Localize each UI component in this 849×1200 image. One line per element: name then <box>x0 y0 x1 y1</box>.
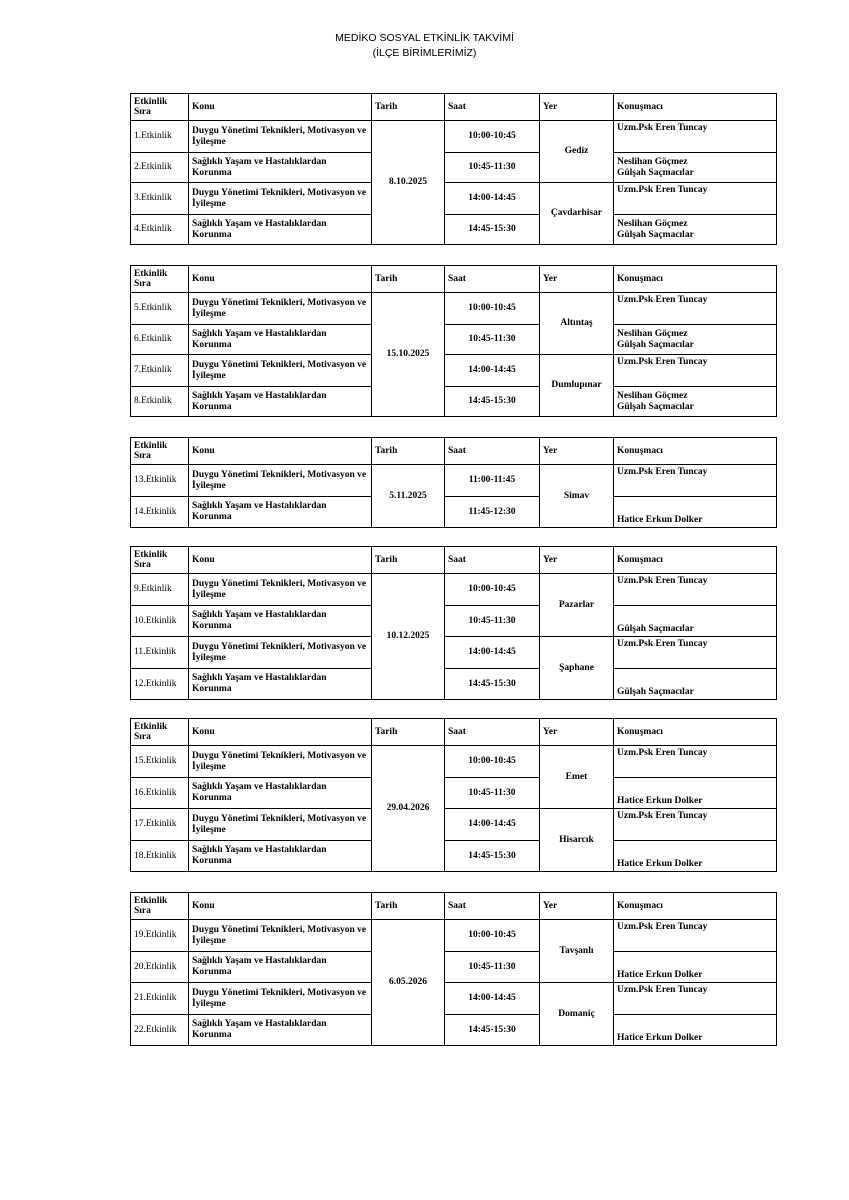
schedule-table <box>130 265 777 417</box>
speaker-name: Neslihan Göçmez <box>617 218 688 229</box>
speaker-name: Hatice Erkun Dolker <box>617 1033 703 1043</box>
event-time: 10:45-11:30 <box>445 606 540 637</box>
event-topic: Sağlıklı Yaşam ve Hastalıklardan Korunma <box>189 1015 372 1046</box>
table-header-row <box>131 94 777 121</box>
event-time: 10:45-11:30 <box>445 778 540 809</box>
event-speaker <box>614 952 777 983</box>
speaker-name: Hatice Erkun Dolker <box>617 796 703 806</box>
schedule-table <box>130 437 777 528</box>
event-topic: Duygu Yönetimi Teknikleri, Motivasyon ve İyileşme <box>189 574 372 606</box>
event-topic: Duygu Yönetimi Teknikleri, Motivasyon ve İyileşme <box>189 465 372 497</box>
event-topic: Duygu Yönetimi Teknikleri, Motivasyon ve İyileşme <box>189 809 372 841</box>
event-number: 22.Etkinlik <box>131 1015 189 1046</box>
speaker-name: Uzm.Psk Eren Tuncay <box>617 639 708 649</box>
document-subtitle: (İLÇE BİRİMLERİMİZ) <box>372 47 477 59</box>
header-yer: Yer <box>540 893 614 920</box>
speaker-name: Hatice Erkun Dolker <box>617 970 703 980</box>
event-topic: Sağlıklı Yaşam ve Hastalıklardan Korunma <box>189 841 372 872</box>
header-konusmaci: Konuşmacı <box>614 547 777 574</box>
header-konu: Konu <box>189 94 372 121</box>
event-speaker <box>614 778 777 809</box>
event-topic: Sağlıklı Yaşam ve Hastalıklardan Korunma <box>189 325 372 355</box>
header-yer: Yer <box>540 438 614 465</box>
header-konu: Konu <box>189 547 372 574</box>
event-number: 20.Etkinlik <box>131 952 189 983</box>
header-tarih: Tarih <box>372 547 445 574</box>
table-row <box>131 952 777 983</box>
schedule-table <box>130 93 777 245</box>
event-number: 14.Etkinlik <box>131 497 189 528</box>
header-saat: Saat <box>445 94 540 121</box>
schedule-table <box>130 892 777 1046</box>
speaker-name: Uzm.Psk Eren Tuncay <box>617 985 708 995</box>
schedule-table <box>130 546 777 700</box>
event-speaker <box>614 1015 777 1046</box>
event-place: Domaniç <box>540 983 614 1046</box>
event-topic: Duygu Yönetimi Teknikleri, Motivasyon ve İyileşme <box>189 637 372 669</box>
event-topic: Duygu Yönetimi Teknikleri, Motivasyon ve İyileşme <box>189 983 372 1015</box>
event-speaker <box>614 215 777 245</box>
speaker-name: Uzm.Psk Eren Tuncay <box>617 185 708 195</box>
header-saat: Saat <box>445 266 540 293</box>
speaker-name: Uzm.Psk Eren Tuncay <box>617 811 708 821</box>
event-speaker <box>614 746 777 778</box>
event-time: 11:45-12:30 <box>445 497 540 528</box>
event-time: 14:45-15:30 <box>445 841 540 872</box>
event-speaker <box>614 153 777 183</box>
table-row <box>131 153 777 183</box>
header-yer: Yer <box>540 719 614 746</box>
event-place: Çavdarhisar <box>540 183 614 245</box>
event-date: 15.10.2025 <box>372 293 445 417</box>
event-date: 6.05.2026 <box>372 920 445 1046</box>
event-time: 14:45-15:30 <box>445 387 540 417</box>
event-speaker <box>614 841 777 872</box>
table-row <box>131 637 777 669</box>
event-number: 8.Etkinlik <box>131 387 189 417</box>
header-saat: Saat <box>445 438 540 465</box>
event-number: 5.Etkinlik <box>131 293 189 325</box>
table-row <box>131 183 777 215</box>
event-speaker <box>614 121 777 153</box>
event-date: 8.10.2025 <box>372 121 445 245</box>
event-topic: Duygu Yönetimi Teknikleri, Motivasyon ve İyileşme <box>189 355 372 387</box>
header-konusmaci: Konuşmacı <box>614 94 777 121</box>
event-time: 10:00-10:45 <box>445 121 540 153</box>
header-sira: Etkinlik Sıra <box>131 94 189 121</box>
table-row <box>131 809 777 841</box>
event-place: Pazarlar <box>540 574 614 637</box>
header-konu: Konu <box>189 266 372 293</box>
event-speaker <box>614 574 777 606</box>
event-place: Şaphane <box>540 637 614 700</box>
event-speaker <box>614 465 777 497</box>
speaker-name: Uzm.Psk Eren Tuncay <box>617 123 708 133</box>
event-time: 14:00-14:45 <box>445 183 540 215</box>
event-place: Gediz <box>540 121 614 183</box>
event-time: 10:00-10:45 <box>445 920 540 952</box>
event-topic: Duygu Yönetimi Teknikleri, Motivasyon ve İyileşme <box>189 746 372 778</box>
header-yer: Yer <box>540 547 614 574</box>
document-title: MEDİKO SOSYAL ETKİNLİK TAKVİMİ <box>335 32 514 44</box>
event-speaker <box>614 809 777 841</box>
table-header-row <box>131 719 777 746</box>
event-date: 29.04.2026 <box>372 746 445 872</box>
event-speaker <box>614 183 777 215</box>
speaker-name: Hatice Erkun Dolker <box>617 515 703 525</box>
event-speaker <box>614 293 777 325</box>
speaker-name: Gülşah Saçmacılar <box>617 229 694 240</box>
header-tarih: Tarih <box>372 266 445 293</box>
event-number: 6.Etkinlik <box>131 325 189 355</box>
speaker-name: Neslihan Göçmez <box>617 156 688 167</box>
table-row <box>131 669 777 700</box>
event-time: 10:45-11:30 <box>445 952 540 983</box>
table-row <box>131 325 777 355</box>
table-row <box>131 1015 777 1046</box>
event-place: Emet <box>540 746 614 809</box>
speaker-name: Uzm.Psk Eren Tuncay <box>617 922 708 932</box>
table-row <box>131 121 777 153</box>
event-time: 14:00-14:45 <box>445 983 540 1015</box>
speaker-name: Gülşah Saçmacılar <box>617 624 694 634</box>
event-place: Tavşanlı <box>540 920 614 983</box>
table-row <box>131 465 777 497</box>
header-konusmaci: Konuşmacı <box>614 266 777 293</box>
event-topic: Duygu Yönetimi Teknikleri, Motivasyon ve İyileşme <box>189 920 372 952</box>
event-number: 4.Etkinlik <box>131 215 189 245</box>
table-row <box>131 606 777 637</box>
speaker-name: Uzm.Psk Eren Tuncay <box>617 467 708 477</box>
event-topic: Sağlıklı Yaşam ve Hastalıklardan Korunma <box>189 215 372 245</box>
event-number: 19.Etkinlik <box>131 920 189 952</box>
table-row <box>131 746 777 778</box>
event-number: 10.Etkinlik <box>131 606 189 637</box>
event-number: 1.Etkinlik <box>131 121 189 153</box>
speaker-name: Uzm.Psk Eren Tuncay <box>617 295 708 305</box>
speaker-name: Uzm.Psk Eren Tuncay <box>617 357 708 367</box>
event-speaker <box>614 387 777 417</box>
table-row <box>131 983 777 1015</box>
speaker-name: Hatice Erkun Dolker <box>617 859 703 869</box>
event-number: 11.Etkinlik <box>131 637 189 669</box>
table-row <box>131 293 777 325</box>
event-number: 13.Etkinlik <box>131 465 189 497</box>
event-speaker <box>614 497 777 528</box>
header-tarih: Tarih <box>372 94 445 121</box>
event-topic: Sağlıklı Yaşam ve Hastalıklardan Korunma <box>189 497 372 528</box>
header-tarih: Tarih <box>372 893 445 920</box>
speaker-name: Neslihan Göçmez <box>617 390 688 401</box>
event-speaker <box>614 920 777 952</box>
event-time: 10:00-10:45 <box>445 574 540 606</box>
header-saat: Saat <box>445 893 540 920</box>
event-place: Dumlupınar <box>540 355 614 417</box>
table-row <box>131 355 777 387</box>
header-konu: Konu <box>189 719 372 746</box>
event-number: 16.Etkinlik <box>131 778 189 809</box>
table-row <box>131 387 777 417</box>
event-time: 11:00-11:45 <box>445 465 540 497</box>
event-topic: Duygu Yönetimi Teknikleri, Motivasyon ve İyileşme <box>189 121 372 153</box>
table-row <box>131 920 777 952</box>
schedule-table <box>130 718 777 872</box>
header-yer: Yer <box>540 94 614 121</box>
event-topic: Sağlıklı Yaşam ve Hastalıklardan Korunma <box>189 387 372 417</box>
header-konu: Konu <box>189 438 372 465</box>
event-speaker <box>614 637 777 669</box>
header-sira: Etkinlik Sıra <box>131 266 189 293</box>
speaker-name: Gülşah Saçmacılar <box>617 687 694 697</box>
event-place: Hisarcık <box>540 809 614 872</box>
speaker-name: Uzm.Psk Eren Tuncay <box>617 576 708 586</box>
table-row <box>131 497 777 528</box>
speaker-name: Gülşah Saçmacılar <box>617 167 694 178</box>
header-saat: Saat <box>445 719 540 746</box>
event-number: 21.Etkinlik <box>131 983 189 1015</box>
event-number: 7.Etkinlik <box>131 355 189 387</box>
event-topic: Sağlıklı Yaşam ve Hastalıklardan Korunma <box>189 606 372 637</box>
event-number: 15.Etkinlik <box>131 746 189 778</box>
speaker-name: Neslihan Göçmez <box>617 328 688 339</box>
table-header-row <box>131 438 777 465</box>
event-time: 10:45-11:30 <box>445 153 540 183</box>
event-topic: Duygu Yönetimi Teknikleri, Motivasyon ve İyileşme <box>189 183 372 215</box>
event-time: 14:45-15:30 <box>445 669 540 700</box>
table-row <box>131 841 777 872</box>
table-row <box>131 778 777 809</box>
table-header-row <box>131 893 777 920</box>
table-header-row <box>131 266 777 293</box>
event-number: 12.Etkinlik <box>131 669 189 700</box>
header-konusmaci: Konuşmacı <box>614 438 777 465</box>
speaker-name: Gülşah Saçmacılar <box>617 401 694 412</box>
header-konusmaci: Konuşmacı <box>614 719 777 746</box>
header-konu: Konu <box>189 893 372 920</box>
event-speaker <box>614 606 777 637</box>
event-time: 14:00-14:45 <box>445 355 540 387</box>
header-sira: Etkinlik Sıra <box>131 547 189 574</box>
event-time: 10:00-10:45 <box>445 293 540 325</box>
event-speaker <box>614 325 777 355</box>
header-sira: Etkinlik Sıra <box>131 438 189 465</box>
header-saat: Saat <box>445 547 540 574</box>
header-tarih: Tarih <box>372 438 445 465</box>
header-konusmaci: Konuşmacı <box>614 893 777 920</box>
event-speaker <box>614 983 777 1015</box>
speaker-name: Uzm.Psk Eren Tuncay <box>617 748 708 758</box>
event-speaker <box>614 669 777 700</box>
event-time: 14:00-14:45 <box>445 637 540 669</box>
event-time: 14:45-15:30 <box>445 215 540 245</box>
header-sira: Etkinlik Sıra <box>131 719 189 746</box>
event-time: 10:45-11:30 <box>445 325 540 355</box>
header-yer: Yer <box>540 266 614 293</box>
event-speaker <box>614 355 777 387</box>
event-date: 10.12.2025 <box>372 574 445 700</box>
header-sira: Etkinlik Sıra <box>131 893 189 920</box>
table-row <box>131 215 777 245</box>
event-place: Simav <box>540 465 614 528</box>
event-time: 14:45-15:30 <box>445 1015 540 1046</box>
event-topic: Sağlıklı Yaşam ve Hastalıklardan Korunma <box>189 669 372 700</box>
event-topic: Sağlıklı Yaşam ve Hastalıklardan Korunma <box>189 153 372 183</box>
speaker-name: Gülşah Saçmacılar <box>617 339 694 350</box>
event-number: 9.Etkinlik <box>131 574 189 606</box>
event-time: 10:00-10:45 <box>445 746 540 778</box>
header-tarih: Tarih <box>372 719 445 746</box>
event-topic: Duygu Yönetimi Teknikleri, Motivasyon ve İyileşme <box>189 293 372 325</box>
event-topic: Sağlıklı Yaşam ve Hastalıklardan Korunma <box>189 778 372 809</box>
event-place: Altıntaş <box>540 293 614 355</box>
event-number: 3.Etkinlik <box>131 183 189 215</box>
event-time: 14:00-14:45 <box>445 809 540 841</box>
event-number: 18.Etkinlik <box>131 841 189 872</box>
table-row <box>131 574 777 606</box>
event-date: 5.11.2025 <box>372 465 445 528</box>
event-topic: Sağlıklı Yaşam ve Hastalıklardan Korunma <box>189 952 372 983</box>
table-header-row <box>131 547 777 574</box>
event-number: 2.Etkinlik <box>131 153 189 183</box>
event-number: 17.Etkinlik <box>131 809 189 841</box>
